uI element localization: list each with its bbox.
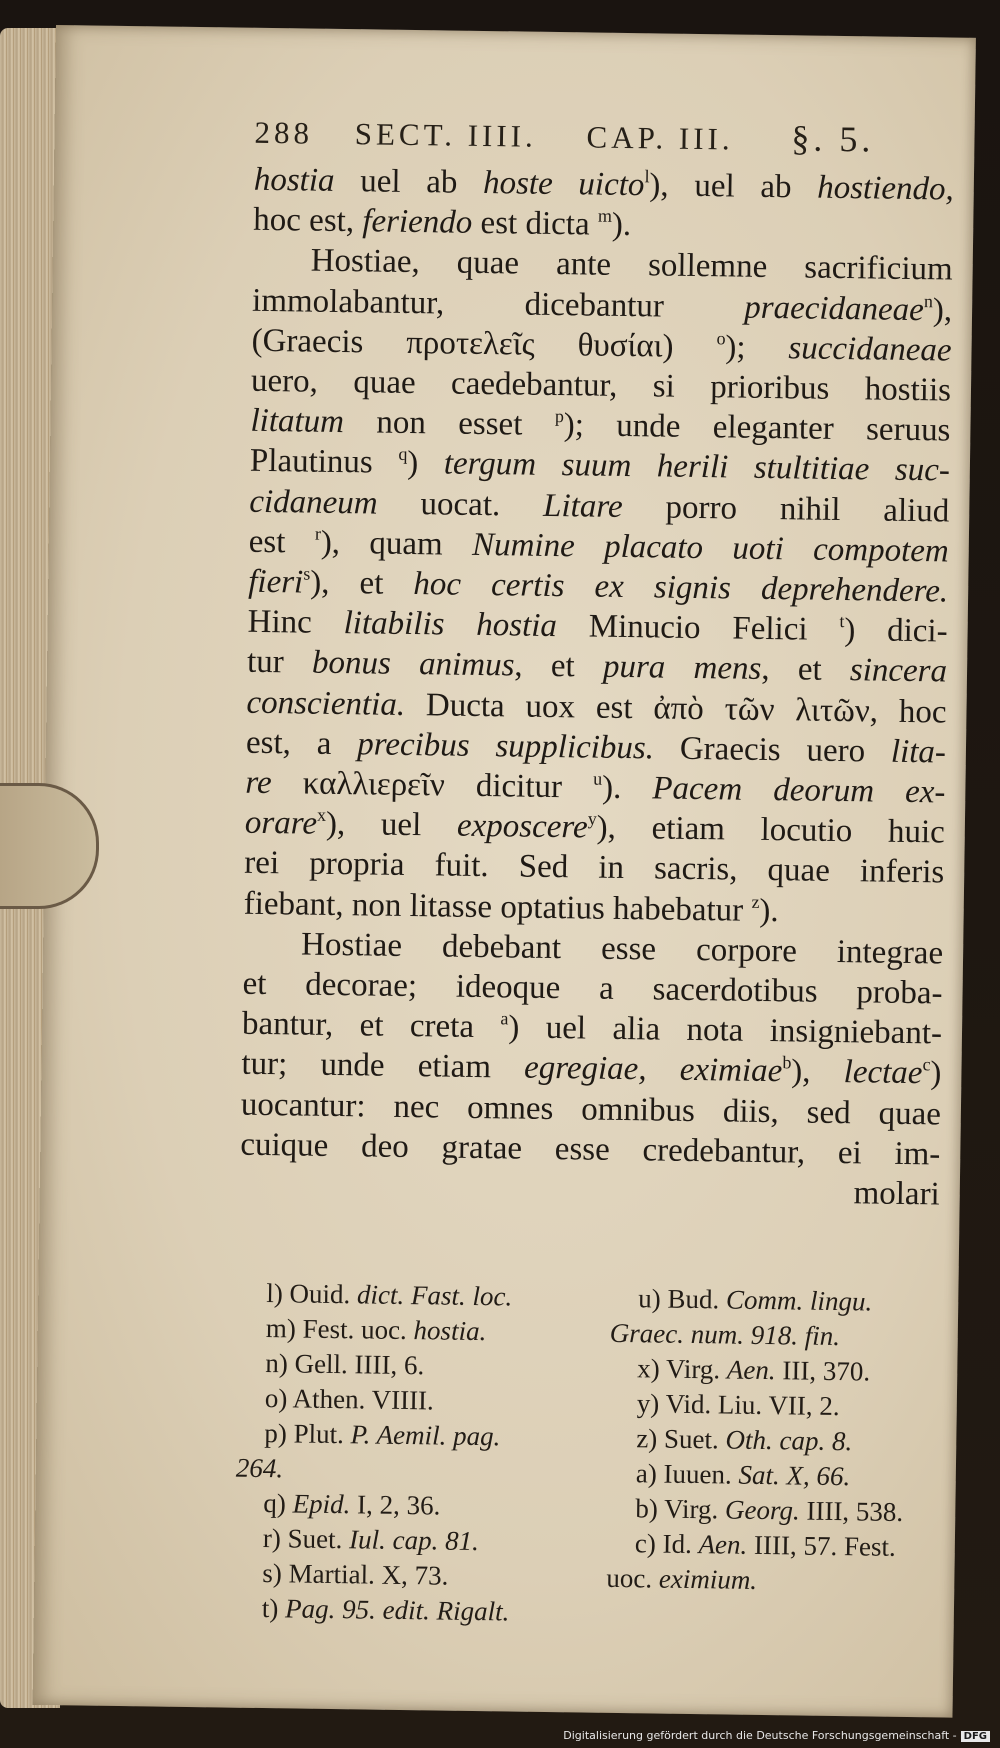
text-run: ) uel alia nota insigniebant- [508, 1009, 943, 1052]
text-run: t) [261, 1593, 286, 1624]
footnote-marker: u [593, 768, 603, 789]
text-run: a) Iuuen. [635, 1458, 739, 1490]
italic-run: eximium. [658, 1563, 758, 1595]
text-run: porro nihil aliud [622, 488, 950, 530]
text-run: Hostiae debebant esse corpore integrae [300, 926, 944, 972]
italic-run: hostia [253, 161, 335, 199]
italic-run: Comm. lingu. [725, 1284, 873, 1317]
text-run: ) [930, 1055, 942, 1092]
footnote-line [609, 1351, 959, 1391]
text-run: ), [791, 1053, 844, 1091]
italic-run: praecidaneae [744, 289, 925, 328]
italic-run: bonus animus [311, 645, 515, 684]
text-run: et decorae; ideoque a sacerdotibus proba- [242, 965, 943, 1012]
footnotes-right-column [606, 1281, 960, 1601]
text-run: q) [263, 1488, 293, 1519]
footnote-line [236, 1451, 586, 1491]
text-run: uel ab [334, 162, 484, 201]
text-run: uero, quae caedebantur, si prioribus hostiis [250, 362, 952, 409]
footnote-line [608, 1421, 958, 1461]
footnote-marker: z [751, 891, 760, 912]
footnote-line [235, 1486, 585, 1526]
text-run: tur [246, 644, 313, 682]
text-run: r) Suet. [262, 1523, 350, 1555]
text-run: hoc est, [253, 201, 363, 240]
italic-run: precibus supplicibus. [356, 726, 655, 767]
text-run: est [248, 523, 316, 561]
footnote-marker: o [716, 328, 726, 349]
text-run: rei propria fuit. Sed in sacris, quae inferis [244, 845, 945, 891]
page-number: 288 [254, 114, 314, 151]
italic-run: litabilis hostia [343, 605, 558, 645]
text-run: p) Plut. [264, 1418, 351, 1450]
text-run: Hostiae, quae ante sollemne sacrificium [310, 242, 953, 288]
text-run: ), quam [320, 524, 473, 563]
footnote-line [609, 1386, 959, 1426]
text-run: Ducta uox est ἀπὸ τῶν λιτῶν, hoc [404, 686, 947, 731]
italic-run: Georg. [724, 1494, 800, 1526]
italic-run: cidaneum [249, 483, 378, 522]
text-run: fiebant, non litasse optatius habebatur [243, 885, 752, 929]
italic-run: Pacem deorum ex- [652, 770, 946, 811]
footnote-line [238, 1276, 588, 1316]
footnote-marker: b [782, 1052, 792, 1073]
footnote-marker: p [554, 406, 565, 427]
footnote-marker: t [839, 611, 845, 632]
footnote-marker: r [314, 523, 322, 544]
text-run: Plautinus [249, 443, 399, 482]
italic-run: Aen. [698, 1529, 748, 1560]
text-run: , et [761, 651, 851, 689]
italic-run: dict. Fast. loc. [356, 1279, 513, 1312]
text-run: ) [407, 445, 445, 482]
text-run: z) Suet. [636, 1423, 726, 1455]
running-header [254, 110, 955, 162]
footnote-marker: n [923, 290, 934, 311]
dfg-logo: DFG [961, 1731, 990, 1742]
text-run: non esset [343, 404, 556, 444]
text-run: ). [601, 769, 653, 807]
italic-run: Epid. [292, 1488, 351, 1520]
text-run: u) Bud. [638, 1283, 727, 1315]
footnote-marker: q [398, 444, 408, 465]
italic-run: orare [244, 804, 318, 842]
italic-run: Sat. X, 66. [738, 1459, 851, 1492]
italic-run: 264. [235, 1452, 284, 1484]
italic-run: litatum [250, 402, 345, 441]
text-run: x) Virg. [637, 1353, 728, 1385]
text-run: I, 2, 36. [350, 1489, 441, 1521]
text-run: uocantur: nec omnes omnibus diis, sed quae [240, 1086, 942, 1133]
text-run: tur; unde etiam [241, 1046, 525, 1087]
footnote-line [607, 1491, 957, 1531]
footnote-line [610, 1316, 960, 1356]
footnote-marker: c [922, 1054, 931, 1075]
italic-run: Aen. [726, 1354, 776, 1386]
text-run: Minucio Felici [556, 608, 840, 649]
paragraph-indent [253, 270, 311, 271]
italic-run: Iul. cap. 81. [348, 1524, 480, 1557]
text-run: y) Vid. Liu. VII, 2. [636, 1388, 840, 1422]
text-run: immolabantur, dicebantur [251, 282, 745, 326]
text-run: b) Virg. [635, 1493, 726, 1525]
italic-run: Litare [542, 487, 623, 525]
text-run: molari [853, 1175, 941, 1213]
footnotes [235, 1276, 939, 1627]
text-run: uocat. [377, 485, 544, 524]
footnote-line [607, 1526, 957, 1566]
italic-run: tergum suum herili stultitiae suc- [443, 445, 951, 489]
text-run: ), et [310, 564, 414, 603]
footnote-line [238, 1311, 588, 1351]
text-run: ), [932, 291, 953, 329]
italic-run: lectae [843, 1054, 923, 1092]
italic-run: conscientia. [246, 684, 406, 723]
text-run: l) Ouid. [266, 1278, 358, 1310]
text-run: ); [725, 329, 789, 367]
footnote-line [237, 1346, 587, 1386]
italic-run: Pag. 95. edit. Rigalt. [284, 1593, 510, 1627]
text-run: bantur, et creta [241, 1005, 501, 1046]
footnote-line [610, 1281, 960, 1321]
footnote-marker: y [587, 808, 597, 829]
text-run: uoc. [606, 1562, 660, 1594]
text-run: , et [514, 647, 604, 686]
paragraph-indent [243, 954, 301, 955]
text-run: s) Martial. X, 73. [262, 1558, 449, 1591]
text-run: est, a [245, 724, 358, 763]
text-run: o) Athen. VIIII. [264, 1383, 435, 1416]
text-run: Graecis uero [653, 730, 892, 770]
italic-run: hoc certis ex signis deprehendere. [413, 566, 949, 610]
text-run: ), uel ab [649, 167, 818, 206]
text-run: (Graecis προτελεῖς θυσίαι) [251, 322, 717, 366]
italic-run: re [245, 764, 272, 802]
italic-run: Oth. cap. 8. [725, 1424, 853, 1457]
italic-run: P. Aemil. pag. [350, 1419, 501, 1452]
main-text-block [240, 160, 955, 1215]
footnote-line [236, 1416, 586, 1456]
footnote-line [606, 1561, 956, 1601]
footnote-marker: l [644, 166, 650, 187]
text-run: ), uel [325, 806, 458, 844]
text-run: n) Gell. IIII, 6. [265, 1348, 425, 1381]
footnote-marker: x [316, 804, 327, 826]
italic-run: pura mens [602, 649, 762, 688]
text-run: καλλιερεῖν dicitur [271, 765, 594, 806]
italic-run: fieri [247, 563, 304, 601]
italic-run: succidaneae [788, 330, 952, 369]
text-run: ); unde eleganter seruus [563, 407, 951, 449]
section-label: SECT. IIII. [354, 116, 538, 154]
italic-run: hoste uicto [482, 164, 645, 204]
text-run: c) Id. [634, 1528, 699, 1560]
footnote-line [237, 1381, 587, 1421]
footnote-marker: m [597, 205, 613, 226]
text-run: ). [611, 206, 632, 244]
chapter-label: CAP. III. [586, 119, 734, 157]
footnotes-left-column [234, 1276, 589, 1631]
footnote-line [234, 1591, 584, 1631]
text-run: ). [759, 892, 779, 929]
text-run: est dicta [472, 205, 599, 243]
text-run: III, 370. [775, 1355, 871, 1387]
text-run: m) Fest. uoc. [265, 1313, 414, 1346]
credit-text: Digitalisierung gefördert durch die Deutsche Forschungsgemeinschaft - [563, 1729, 957, 1742]
italic-run: hostia. [413, 1315, 487, 1347]
text-run: IIII, 538. [799, 1495, 904, 1527]
text-run: ) dici- [844, 612, 948, 650]
italic-run: exposcere [456, 807, 588, 846]
text-run: IIII, 57. Fest. [747, 1529, 896, 1562]
text-run: Hinc [247, 603, 344, 642]
italic-run: sincera [849, 652, 948, 690]
italic-run: Graec. num. 918. fin. [609, 1317, 841, 1352]
italic-run: egregiae, eximiae [523, 1050, 783, 1090]
footnote-marker: a [500, 1008, 509, 1029]
digitization-credit [563, 1729, 990, 1742]
italic-run: hostiendo, [816, 169, 955, 208]
footnote-line [608, 1456, 958, 1496]
footnote-line [234, 1556, 584, 1596]
italic-run: Numine placato uoti compotem [471, 526, 949, 570]
footnote-marker: s [303, 563, 311, 584]
text-run: ), etiam locutio huic [596, 809, 946, 851]
paragraph-label: §. 5. [791, 118, 875, 160]
book-page [33, 25, 976, 1718]
footnote-line [235, 1521, 585, 1561]
text-run: cuique deo gratae esse credebantur, ei im- [240, 1126, 941, 1173]
italic-run: lita- [890, 733, 947, 771]
italic-run: feriendo [362, 203, 473, 242]
